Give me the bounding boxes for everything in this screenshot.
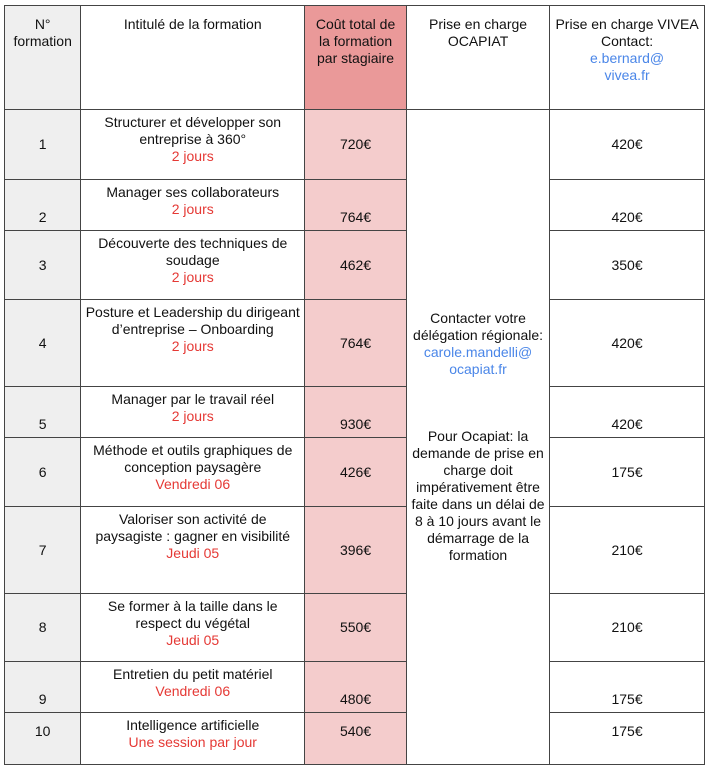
vivea-email[interactable]: e.bernard@ vivea.fr [589, 50, 665, 83]
row-title: Découverte des techniques de soudage 2 jours [81, 231, 305, 300]
row-title: Manager ses collaborateurs 2 jours [81, 180, 305, 231]
row-vivea: 210€ [550, 507, 705, 594]
row-vivea: 420€ [550, 300, 705, 387]
row-cost: 764€ [305, 300, 407, 387]
row-cost: 930€ [305, 387, 407, 438]
row-num: 4 [5, 300, 81, 387]
vivea-title: Prise en charge VIVEA [555, 16, 699, 32]
row-vivea: 420€ [550, 110, 705, 180]
row-title: Valoriser son activité de paysagiste : gagner en visibilité Jeudi 05 [81, 507, 305, 594]
row-detail: Vendredi 06 [155, 683, 231, 699]
row-detail: 2 jours [171, 269, 214, 285]
training-cost-table [4, 5, 705, 765]
row-num: 7 [5, 507, 81, 594]
header-num: N° formation [5, 6, 81, 110]
row-title: Se former à la taille dans le respect du végétal Jeudi 05 [81, 594, 305, 662]
row-cost: 396€ [305, 507, 407, 594]
row-detail: 2 jours [171, 408, 214, 424]
row-cost: 462€ [305, 231, 407, 300]
row-cost: 426€ [305, 438, 407, 507]
row-vivea: 420€ [550, 180, 705, 231]
header-title: Intitulé de la formation [81, 6, 305, 110]
table-row [5, 231, 705, 300]
row-num: 2 [5, 180, 81, 231]
vivea-contact-label: Contact: [600, 33, 654, 49]
row-num: 3 [5, 231, 81, 300]
ocapiat-email[interactable]: carole.mandelli@ ocapiat.fr [423, 344, 533, 377]
row-title: Méthode et outils graphiques de conception paysagère Vendredi 06 [81, 438, 305, 507]
row-title: Posture et Leadership du dirigeant d’entreprise – Onboarding 2 jours [81, 300, 305, 387]
table-row [5, 387, 705, 438]
row-title: Manager par le travail réel 2 jours [81, 387, 305, 438]
table-row [5, 110, 705, 180]
header-vivea [550, 6, 705, 110]
table-row [5, 594, 705, 662]
row-detail: 2 jours [171, 148, 214, 164]
row-num: 1 [5, 110, 81, 180]
table-row [5, 438, 705, 507]
row-title: Intelligence artificielle Une session par jour [81, 713, 305, 765]
row-detail: Une session par jour [128, 734, 257, 750]
row-detail: Jeudi 05 [166, 545, 220, 561]
row-title: Entretien du petit matériel Vendredi 06 [81, 662, 305, 713]
row-vivea: 175€ [550, 662, 705, 713]
row-num: 9 [5, 662, 81, 713]
row-detail: Jeudi 05 [166, 632, 220, 648]
row-num: 5 [5, 387, 81, 438]
row-detail: 2 jours [171, 201, 214, 217]
row-vivea: 175€ [550, 713, 705, 765]
row-title: Structurer et développer son entreprise à 360° 2 jours [81, 110, 305, 180]
table-row [5, 662, 705, 713]
row-cost: 720€ [305, 110, 407, 180]
row-cost: 764€ [305, 180, 407, 231]
header-cost: Coût total de la formation par stagiaire [305, 6, 407, 110]
row-detail: 2 jours [171, 338, 214, 354]
table-row [5, 507, 705, 594]
row-vivea: 420€ [550, 387, 705, 438]
row-vivea: 175€ [550, 438, 705, 507]
row-cost: 550€ [305, 594, 407, 662]
row-cost: 480€ [305, 662, 407, 713]
table-row [5, 180, 705, 231]
row-num: 10 [5, 713, 81, 765]
header-row [5, 6, 705, 110]
row-cost: 540€ [305, 713, 407, 765]
row-vivea: 210€ [550, 594, 705, 662]
table-row [5, 713, 705, 765]
row-detail: Vendredi 06 [155, 476, 231, 492]
row-num: 6 [5, 438, 81, 507]
row-vivea: 350€ [550, 231, 705, 300]
header-ocapiat: Prise en charge OCAPIAT [406, 6, 549, 110]
row-num: 8 [5, 594, 81, 662]
ocapiat-note [406, 110, 549, 765]
table-row [5, 300, 705, 387]
ocapiat-deadline: Pour Ocapiat: la demande de prise en charge doit impérativement être faite dans un délai de 8 à 10 jours avant le démarrage de la formation [411, 428, 545, 563]
ocapiat-contact-intro: Contacter votre délégation régionale: [413, 310, 544, 343]
